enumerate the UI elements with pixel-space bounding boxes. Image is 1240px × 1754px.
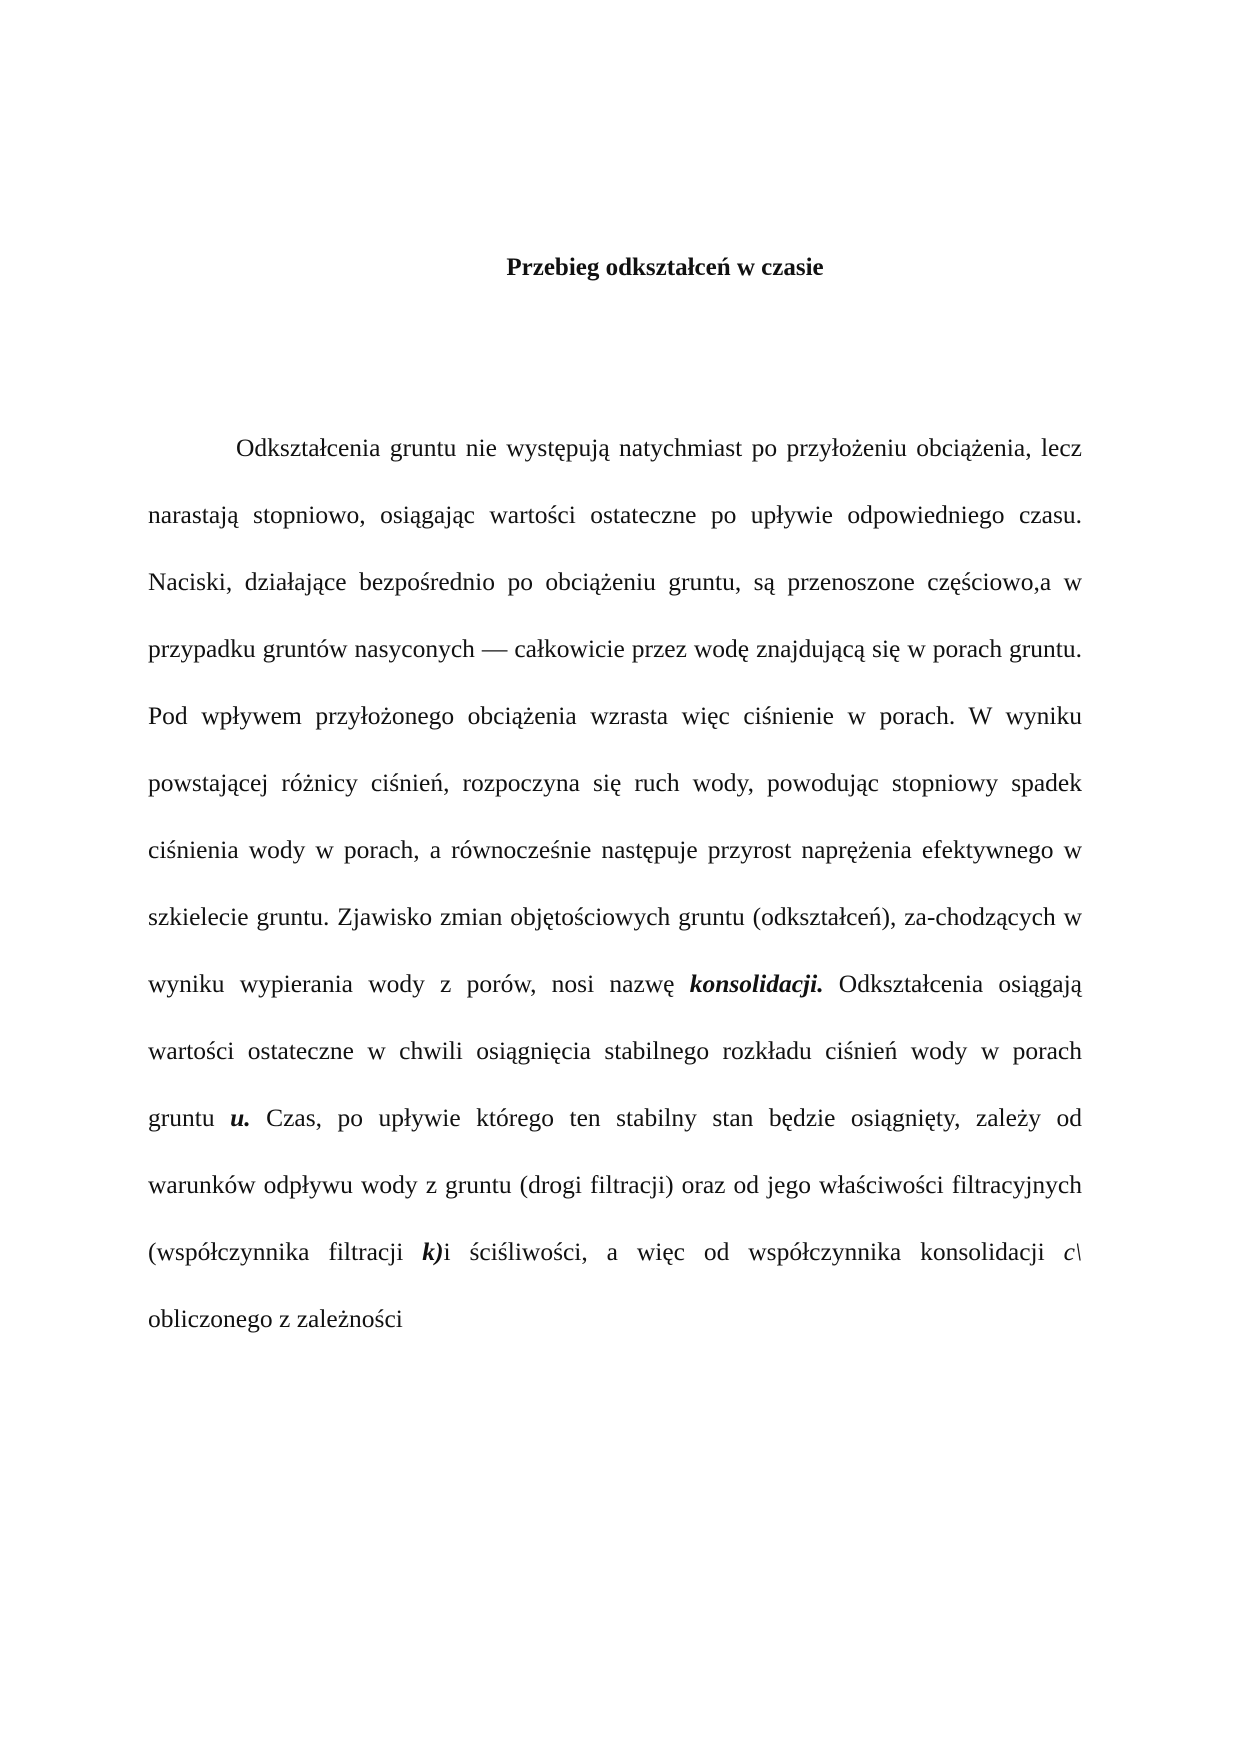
- paragraph-text-3: Czas, po upływie którego ten stabilny stan będzie osiągnięty, zależy od warunków odpływu wody z gruntu (drogi filtracji) oraz od jego właściwości filtracyjnych (współczynnika filtracji: [148, 1103, 1082, 1266]
- body-paragraph: [148, 414, 1082, 1352]
- symbol-u: u.: [230, 1103, 251, 1132]
- paragraph-text-5: obliczonego z zależności: [148, 1304, 403, 1333]
- paragraph-text-4: i ściśliwości, a więc od współczynnika konsolidacji: [443, 1237, 1064, 1266]
- symbol-c: c\: [1063, 1237, 1083, 1266]
- paragraph-text-1: Odkształcenia gruntu nie występują natychmiast po przyłożeniu obciążenia, lecz narastają stopniowo, osiągając wartości ostateczne po upływie odpowiedniego czasu. Naciski, działające bezpośrednio po obciążeniu gruntu, są przenoszone częściowo,a w przypadku gruntów nasyconych — całkowicie przez wodę znajdującą się w porach gruntu. Pod wpływem przyłożonego obciążenia wzrasta więc ciśnienie w porach. W wyniku powstającej różnicy ciśnień, rozpoczyna się ruch wody, powodując stopniowy spadek ciśnienia wody w porach, a równocześnie następuje przyrost naprężenia efektywnego w szkielecie gruntu. Zjawisko zmian objętościowych gruntu (odkształceń), za-chodzących w wyniku wypierania wody z porów, nosi nazwę: [148, 433, 1082, 998]
- term-konsolidacji: konsolidacji.: [689, 969, 824, 998]
- page-title: Przebieg odkształceń w czasie: [506, 254, 824, 281]
- paragraph-text-2: Odkształcenia osiągają wartości ostateczne w chwili osiągnięcia stabilnego rozkładu ciśnień wody w porach gruntu: [148, 969, 1082, 1132]
- symbol-k: k): [422, 1237, 444, 1266]
